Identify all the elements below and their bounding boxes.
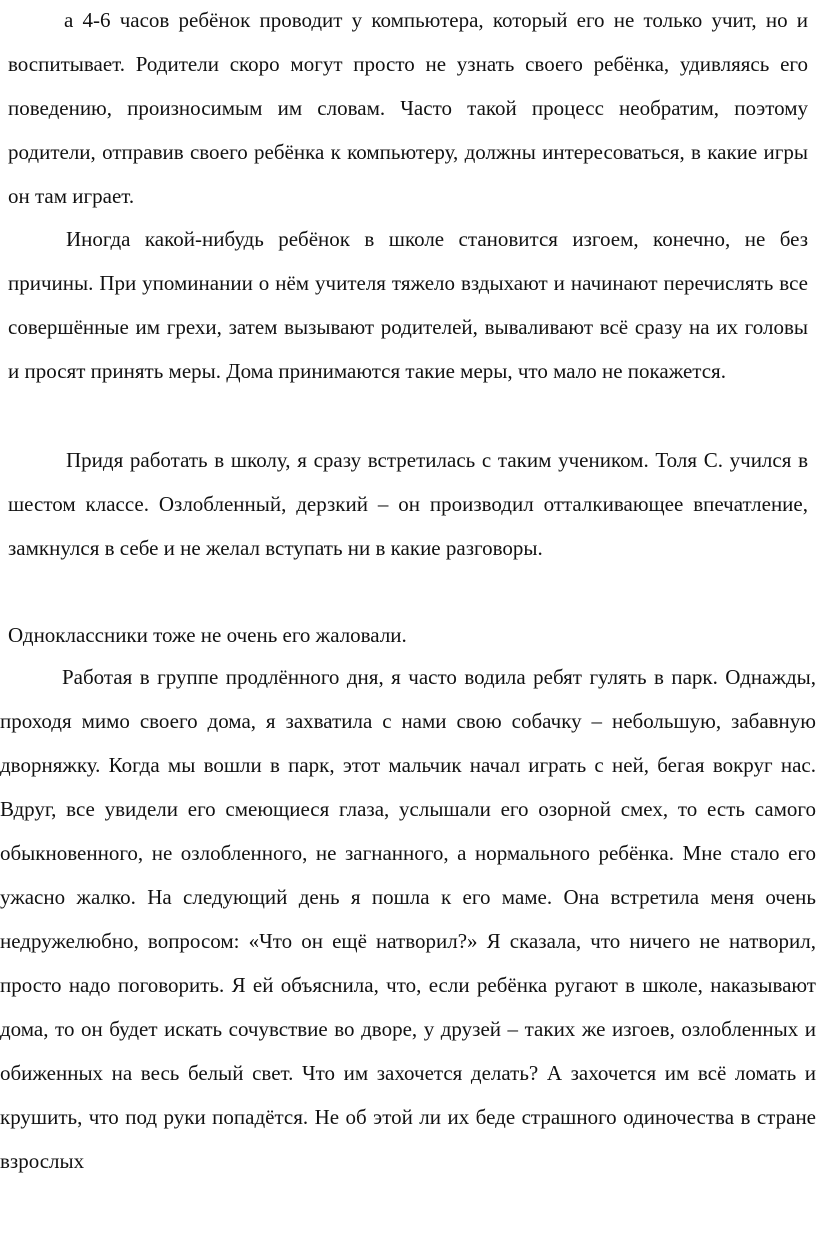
paragraph-3: Придя работать в школу, я сразу встретилась с таким учеником. Толя С. учился в шестом классе. Озлобленный, дерзкий – он производил отталкивающее впечатление, замкнулся в себе и не желал вступать ни в какие разговоры. [8,448,808,560]
paragraph-5: Работая в группе продлённого дня, я часто водила ребят гулять в парк. Однажды, проходя мимо своего дома, я захватила с нами свою собачку – небольшую, забавную дворняжку. Когда мы вошли в парк, этот мальчик начал играть с ней, бегая вокруг нас. Вдруг, все увидели его смеющиеся глаза, услышали его озорной смех, то есть самого обыкновенного, не озлобленного, не загнанного, а нормального ребёнка. Мне стало его ужасно жалко. На следующий день я пошла к его маме. Она встретила меня очень недружелюбно, вопросом: «Что он ещё натворил?» Я сказала, что ничего не натворил, просто надо поговорить. Я ей объяснила, что, если ребёнка ругают в школе, наказывают дома, то он будет искать сочувствие во дворе, у друзей – таких же изгоев, озлобленных и обиженных на весь белый свет. Что им захочется делать? А захочется им всё ломать и крушить, что под руки попадётся. Не об этой ли их беде страшного одиночества в стране взрослых [0,665,816,1173]
paragraph-4: Одноклассники тоже не очень его жаловали. [8,623,407,647]
paragraph-2: Иногда какой-нибудь ребёнок в школе становится изгоем, конечно, не без причины. При упоминании о нём учителя тяжело вздыхают и начинают перечислять все совершённые им грехи, затем вызывают родителей, вываливают всё сразу на их головы и просят принять меры. Дома принимаются такие меры, что мало не покажется. [8,227,808,383]
paragraph-1: а 4-6 часов ребёнок проводит у компьютера, который его не только учит, но и воспитывает. Родители скоро могут просто не узнать своего ребёнка, удивляясь его поведению, произносимым им словам. Часто такой процесс необратим, поэтому родители, отправив своего ребёнка к компьютеру, должны интересоваться, в какие игры он там играет. [8,8,808,208]
